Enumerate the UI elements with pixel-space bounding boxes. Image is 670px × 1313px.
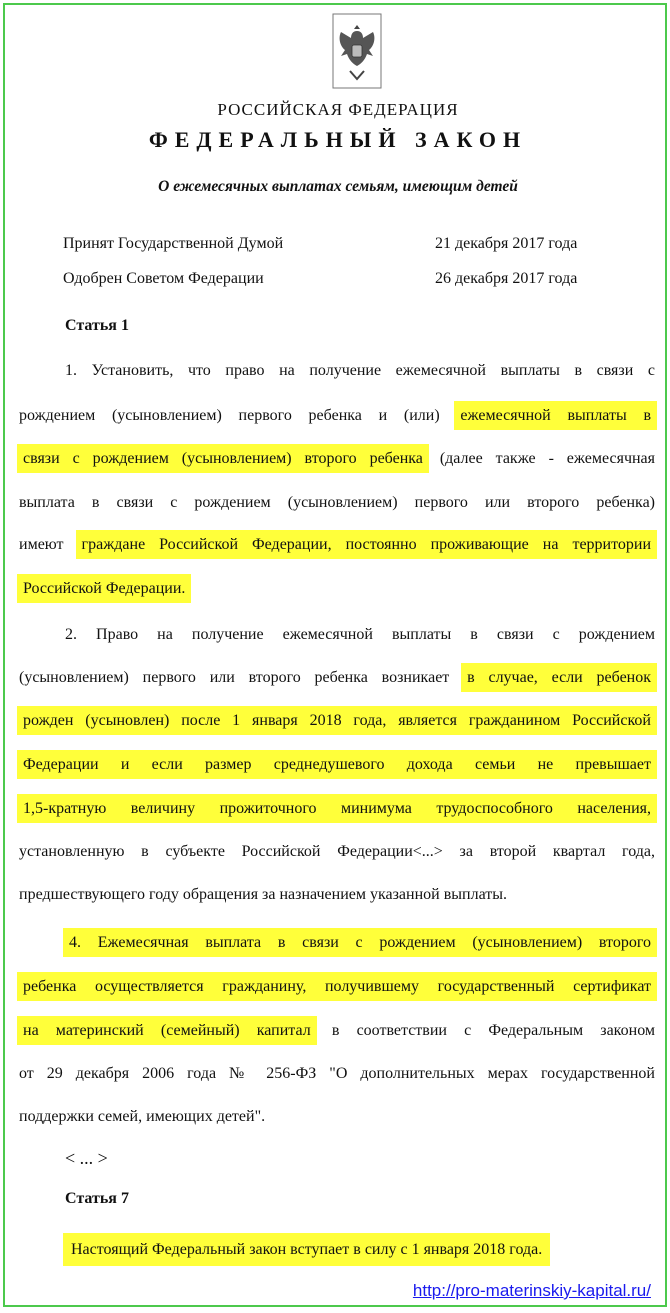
highlighted-text: 4. Ежемесячная выплата в связи с рождением (усыновлением) второго: [63, 928, 657, 957]
highlighted-text: ребенка осуществляется гражданину, получившему государственный сертификат: [17, 972, 657, 1001]
paragraph-1-line-1: 1. Установить, что право на получение ежемесячной выплаты в связи с: [65, 362, 655, 379]
paragraph-1-line-5: [19, 535, 655, 555]
russian-coat-of-arms-icon: [332, 13, 382, 89]
paragraph-1-line-2: [19, 406, 655, 426]
paragraph-4-line-3: [19, 1021, 655, 1041]
paragraph-1-line-3: [19, 449, 655, 469]
article-1-heading: Статья 1: [65, 317, 129, 334]
highlighted-text: в случае, если ребенок: [461, 663, 657, 692]
highlighted-text: на материнский (семейный) капитал: [17, 1016, 317, 1045]
law-title: О ежемесячных выплатах семьям, имеющим детей: [158, 178, 518, 195]
country-heading: РОССИЙСКАЯ ФЕДЕРАЦИЯ: [217, 100, 459, 119]
highlighted-text: ежемесячной выплаты в: [454, 401, 657, 430]
paragraph-4-line-4: от 29 декабря 2006 года № 256-ФЗ "О дополнительных мерах государственной: [19, 1065, 655, 1082]
highlighted-text: граждане Российской Федерации, постоянно проживающие на территории: [76, 530, 657, 559]
text-span: имеют: [19, 536, 64, 553]
highlighted-text: Федерации и если размер среднедушевого дохода семьи не превышает: [17, 750, 657, 779]
highlighted-text: рожден (усыновлен) после 1 января 2018 года, является гражданином Российской: [17, 706, 657, 735]
council-date: 26 декабря 2017 года: [435, 270, 578, 287]
paragraph-2-line-6: установленную в субъекте Российской Федерации<...> за второй квартал года,: [19, 843, 655, 860]
paragraph-2-line-5: [19, 799, 655, 819]
source-link[interactable]: http://pro-materinskiy-kapital.ru/: [412, 1281, 651, 1300]
paragraph-4-line-2: [19, 977, 655, 997]
text-span: в соответствии с Федеральным законом: [331, 1022, 656, 1039]
duma-label: Принят Государственной Думой: [63, 235, 284, 252]
highlighted-text: связи с рождением (усыновлением) второго ребенка: [17, 444, 429, 473]
text-span: (далее также - ежемесячная: [439, 450, 656, 467]
duma-date: 21 декабря 2017 года: [435, 235, 578, 252]
paragraph-2-line-4: [19, 755, 655, 775]
paragraph-1-line-6: [19, 579, 189, 599]
text-span: Российской Федерации: [23, 580, 182, 597]
paragraph-4-line-5: поддержки семей, имеющих детей".: [19, 1108, 266, 1125]
highlighted-text: Настоящий Федеральный закон вступает в силу с 1 января 2018 года.: [63, 1233, 550, 1266]
council-label: Одобрен Советом Федерации: [63, 270, 264, 287]
article-7-heading: Статья 7: [65, 1190, 129, 1207]
text-span: рождением (усыновлением) первого ребенка и (или): [19, 407, 440, 424]
article-7-text: [65, 1240, 548, 1260]
paragraph-2-line-7: предшествующего году обращения за назначением указанной выплаты.: [19, 886, 507, 903]
paragraph-2-line-1: 2. Право на получение ежемесячной выплаты в связи с рождением: [65, 626, 655, 643]
paragraph-4-line-1: [65, 933, 655, 953]
paragraph-2-line-2: [19, 668, 655, 688]
highlighted-text: Российской Федерации.: [17, 574, 191, 603]
paragraph-2-line-3: [19, 711, 655, 731]
paragraph-1-line-4: выплата в связи с рождением (усыновлением) первого или второго ребенка): [19, 494, 655, 511]
text-span: (усыновлением) первого или второго ребенка возникает: [19, 669, 450, 686]
omission-marker: < ... >: [65, 1148, 108, 1168]
highlighted-text: 1,5-кратную величину прожиточного минимума трудоспособного населения,: [17, 794, 657, 823]
document-page: [3, 3, 667, 1307]
doc-type-heading: ФЕДЕРАЛЬНЫЙ ЗАКОН: [148, 127, 528, 152]
